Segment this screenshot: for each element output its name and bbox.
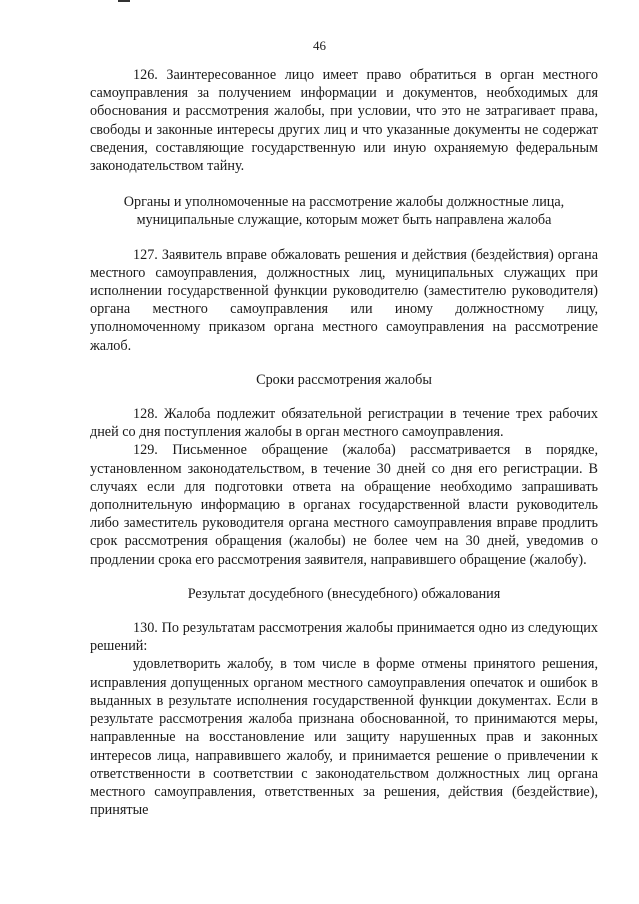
paragraph-126: 126. Заинтересованное лицо имеет право обратиться в орган местного самоуправления за получением информации и документов, необходимых для обоснования и рассмотрения жалобы, при условии, что это не затрагивает права, свободы и законные интересы других лиц и что указанные документы не содержат сведения, составляющие государственную или иную охраняемую федеральным законодательством тайну. — [90, 67, 598, 175]
spacer — [90, 175, 598, 193]
paragraph-127: 127. Заявитель вправе обжаловать решения и действия (бездействия) органа местного самоуправления, должностных лиц, муниципальных служащих при исполнении государственной функции руководителю (заместителю руководителя) органа местного самоуправления или иному должностному лицу, уполномоченному приказом органа местного самоуправления на рассмотрение жалоб. — [90, 246, 598, 354]
spacer — [90, 569, 598, 585]
section-heading-organs: Органы и уполномоченные на рассмотрение жалобы должностные лица, муниципальные служащие, которым может быть направлена жалоба — [123, 194, 565, 229]
spacer — [90, 603, 598, 619]
spacer — [90, 230, 598, 246]
document-body — [90, 66, 598, 819]
paragraph-129: 129. Письменное обращение (жалоба) рассматривается в порядке, установленном законодательством, в течение 30 дней со дня его регистрации. В случаях если для подготовки ответа на обращение необходимо запрашивать дополнительную информацию в органах государственной власти руководитель либо заместитель руководителя органа местного самоуправления вправе продлить срок рассмотрения обращения (жалобы) не более чем на 30 дней, уведомив о продлении срока его рассмотрения заявителя, направившего обращение (жалобу). — [90, 442, 598, 568]
spacer — [90, 389, 598, 405]
scan-edge-mark — [118, 0, 130, 2]
paragraph-128: 128. Жалоба подлежит обязательной регистрации в течение трех рабочих дней со дня поступления жалобы в орган местного самоуправления. — [90, 406, 598, 441]
section-heading-terms: Сроки рассмотрения жалобы — [256, 371, 432, 388]
section-heading-result: Результат досудебного (внесудебного) обжалования — [187, 585, 501, 602]
page-number: 46 — [313, 38, 326, 53]
paragraph-130-option-satisfy: удовлетворить жалобу, в том числе в форме отмены принятого решения, исправления допущенных органом местного самоуправления опечаток и ошибок в выданных в результате исполнения государственной функции документах. Если в результате рассмотрения жалоба признана обоснованной, то принимаются меры, направленные на восстановление или защиту нарушенных прав и законных интересов лица, направившего жалобу, и принимается решение о привлечении к ответственности в соответствии с законодательством должностных лиц органа местного самоуправления, ответственных за решения, действия (бездействие), принятые — [90, 656, 598, 819]
paragraph-130: 130. По результатам рассмотрения жалобы принимается одно из следующих решений: — [90, 620, 598, 655]
spacer — [90, 355, 598, 371]
